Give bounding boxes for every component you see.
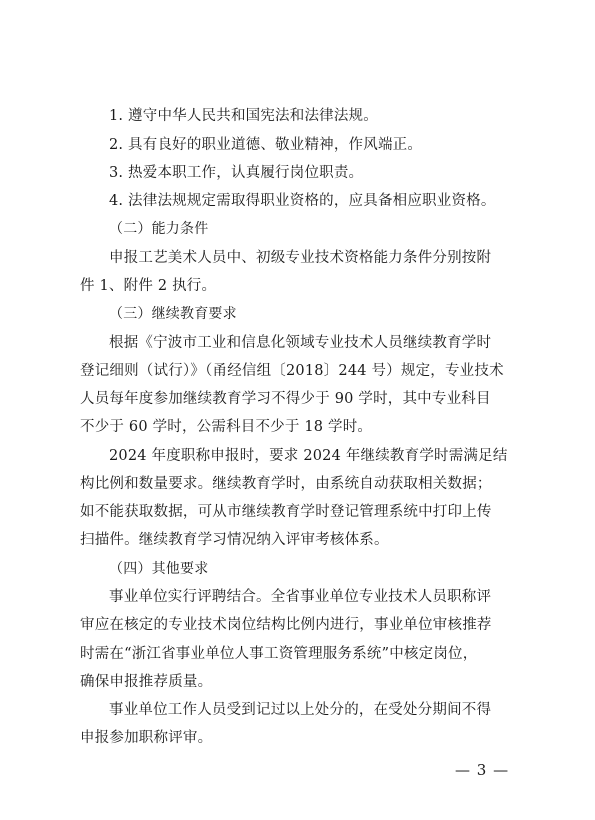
section-heading-continuing-education: （三）继续教育要求 [109, 306, 237, 322]
list-item-3: 3. 热爱本职工作，认真履行岗位职责。 [109, 165, 364, 181]
paragraph-line: 2024 年度职称申报时，要求 2024 年继续教育学时需满足结 [109, 448, 508, 464]
list-item-4: 4. 法律法规规定需取得职业资格的，应具备相应职业资格。 [109, 193, 496, 209]
paragraph-line: 申报工艺美术人员中、初级专业技术资格能力条件分别按附 [109, 250, 492, 266]
paragraph-line: 构比例和数量要求。继续教育学时，由系统自动获取相关数据； [80, 476, 492, 492]
paragraph-line: 不少于 60 学时，公需科目不少于 18 学时。 [80, 419, 373, 435]
paragraph-line: 事业单位实行评聘结合。全省事业单位专业技术人员职称评 [109, 589, 492, 605]
paragraph-line: 审应在核定的专业技术岗位结构比例内进行，事业单位审核推荐 [80, 617, 492, 633]
list-item-1: 1. 遵守中华人民共和国宪法和法律法规。 [109, 108, 378, 124]
paragraph-line: 人员每年度参加继续教育学习不得少于 90 学时，其中专业科目 [80, 391, 491, 407]
paragraph-line: 事业单位工作人员受到记过以上处分的，在受处分期间不得 [109, 702, 492, 718]
paragraph-line: 扫描件。继续教育学习情况纳入评审考核体系。 [80, 532, 389, 548]
page-number: — 3 — [455, 761, 510, 779]
paragraph-line: 件 1、附件 2 执行。 [80, 278, 217, 294]
paragraph-line: 时需在“浙江省事业单位人事工资管理服务系统”中核定岗位， [80, 646, 478, 662]
paragraph-line: 确保申报推荐质量。 [80, 674, 213, 690]
list-item-2: 2. 具有良好的职业道德、敬业精神，作风端正。 [109, 137, 423, 153]
paragraph-line: 如不能获取数据，可从市继续教育学时登记管理系统中打印上传 [80, 504, 492, 520]
paragraph-line: 申报参加职称评审。 [80, 730, 213, 746]
section-heading-other-requirements: （四）其他要求 [109, 561, 209, 577]
paragraph-line: 登记细则（试行）》（甬经信组〔2018〕244 号）规定，专业技术 [80, 363, 504, 379]
paragraph-line: 根据《宁波市工业和信息化领域专业技术人员继续教育学时 [109, 335, 492, 351]
section-heading-ability: （二）能力条件 [109, 221, 209, 237]
